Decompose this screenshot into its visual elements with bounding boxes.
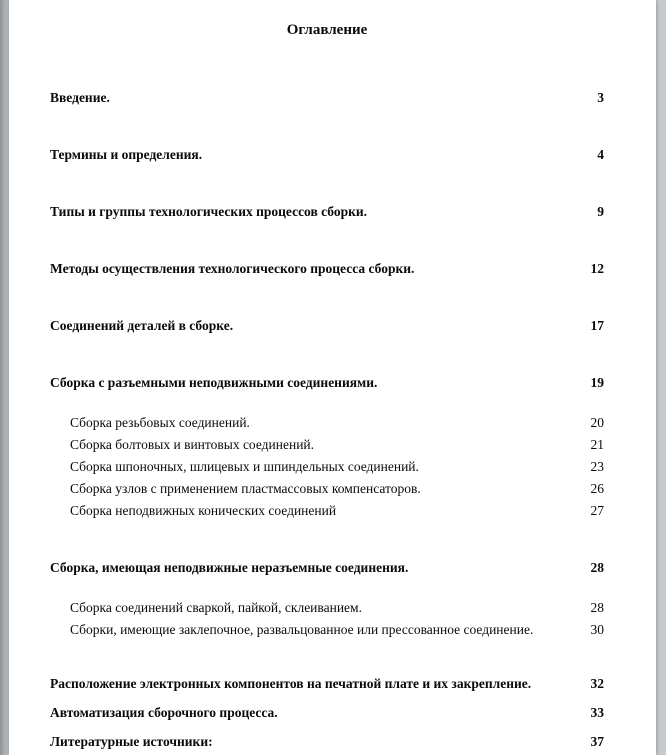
toc-entry	[50, 434, 604, 455]
toc-entry-label: Типы и группы технологических процессов сборки.	[50, 204, 368, 219]
toc-entry-label: Соединений деталей в сборке.	[50, 318, 234, 333]
toc-entry-page: 30	[590, 622, 604, 637]
toc-entry	[50, 597, 604, 618]
toc-entry-page: 37	[590, 734, 604, 749]
toc-entry-label: Введение.	[50, 90, 110, 105]
toc-entry-label: Сборка резьбовых соединений.	[70, 415, 250, 430]
toc-entry	[50, 731, 604, 752]
toc-entry-label: Сборка шпоночных, шлицевых и шпиндельных соединений.	[70, 459, 419, 474]
toc-entry	[50, 87, 604, 108]
toc-entry-label: Сборка узлов с применением пластмассовых компенсаторов.	[70, 481, 421, 496]
toc-entry-page: 28	[590, 600, 604, 615]
toc-entry-page: 27	[590, 503, 604, 518]
toc-entry	[50, 619, 604, 640]
toc-entry	[50, 500, 604, 521]
toc-entry	[50, 201, 604, 222]
table-of-contents	[50, 87, 604, 752]
toc-entry	[50, 702, 604, 723]
toc-entry-label: Сборка неподвижных конических соединений	[70, 503, 337, 518]
toc-entry-label: Литературные источники:	[50, 734, 213, 749]
toc-entry-label: Сборка с разъемными неподвижными соединениями.	[50, 375, 378, 390]
toc-entry-label: Методы осуществления технологического процесса сборки.	[50, 261, 415, 276]
toc-entry-label: Сборка, имеющая неподвижные неразъемные соединения.	[50, 560, 409, 575]
toc-entry-label: Сборки, имеющие заклепочное, развальцованное или прессованное соединение.	[70, 622, 534, 637]
toc-entry	[50, 478, 604, 499]
toc-entry-page: 4	[597, 147, 604, 162]
toc-entry-page: 28	[590, 560, 604, 575]
toc-entry-page: 3	[597, 90, 604, 105]
toc-entry	[50, 372, 604, 393]
toc-entry	[50, 412, 604, 433]
toc-entry-page: 26	[590, 481, 604, 496]
toc-entry-page: 9	[597, 204, 604, 219]
toc-entry-page: 12	[590, 261, 604, 276]
toc-entry	[50, 144, 604, 165]
toc-entry-page: 21	[590, 437, 604, 452]
page-title: Оглавление	[286, 22, 368, 38]
toc-entry-label: Расположение электронных компонентов на печатной плате и их закрепление.	[50, 676, 532, 691]
toc-entry-label: Сборка соединений сваркой, пайкой, склеиванием.	[70, 600, 362, 615]
toc-entry	[50, 673, 604, 694]
toc-entry-label: Сборка болтовых и винтовых соединений.	[70, 437, 315, 452]
toc-entry-page: 32	[590, 676, 604, 691]
toc-entry-page: 20	[590, 415, 604, 430]
toc-entry	[50, 456, 604, 477]
toc-entry-page: 33	[590, 705, 604, 720]
toc-entry	[50, 315, 604, 336]
toc-entry-page: 17	[590, 318, 604, 333]
toc-entry-label: Автоматизация сборочного процесса.	[50, 705, 278, 720]
toc-entry-page: 19	[590, 375, 604, 390]
toc-entry	[50, 557, 604, 578]
toc-entry	[50, 258, 604, 279]
toc-entry-label: Термины и определения.	[50, 147, 203, 162]
toc-entry-page: 23	[590, 459, 604, 474]
document-page	[9, 0, 656, 755]
